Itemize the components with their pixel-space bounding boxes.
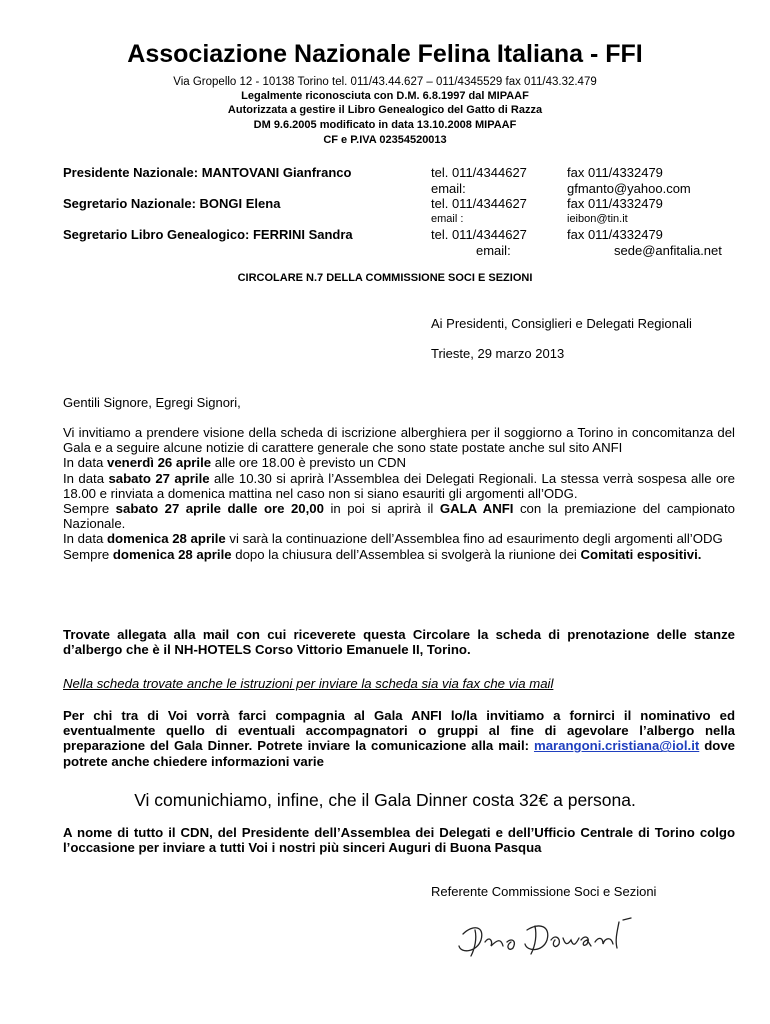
org-address: Via Gropello 12 - 10138 Torino tel. 011/43.44.627 – 011/4345529 fax 011/43.32.479 <box>173 76 597 88</box>
org-line-4: CF e P.IVA 02354520013 <box>323 134 447 146</box>
recipients: Ai Presidenti, Consiglieri e Delegati Regionali <box>431 316 692 331</box>
event-saturday-post: alle 10.30 si aprirà l’Assemblea dei Delegati Regionali. La stessa verrà sospesa alle ore 18.00 e rinviata a domenica mattina nel caso non si siano esauriti gli argomenti all’ODG. <box>63 470 736 501</box>
event-gala-post: con la premiazione del campionato Nazionale. <box>63 501 735 532</box>
contact-email-president[interactable]: gfmanto@yahoo.com <box>567 181 691 196</box>
event-committees-mid: dopo la chiusura dell’Assemblea si svolgerà la riunione dei <box>231 546 581 562</box>
gala-paragraph-post: dove potrete anche chiedere informazioni varie <box>63 738 735 769</box>
event-gala-date: sabato 27 aprile dalle ore 20,00 <box>115 501 324 517</box>
event-committees <box>63 547 735 562</box>
place-date: Trieste, 29 marzo 2013 <box>431 346 565 361</box>
event-saturday <box>63 471 735 501</box>
contact-email-link[interactable]: marangoni.cristiana@iol.it <box>533 738 700 754</box>
event-gala-mid: in poi si aprirà il <box>323 501 440 517</box>
event-committees-name: Comitati espositivi. <box>580 546 702 562</box>
contact-tel-secretary: tel. 011/4344627 <box>431 196 527 211</box>
event-committees-date: domenica 28 aprile <box>112 546 232 562</box>
org-line-3: DM 9.6.2005 modificato in data 13.10.2008 MIPAAF <box>253 119 517 131</box>
gala-paragraph-text: Per chi tra di Voi vorrà farci compagnia al Gala ANFI lo/la invitiamo a fornirci il nominativo ed eventualmente quello di eventuali accompagnatori o gruppi al fine di agevolare l’albergo nella preparazione del Gala Dinner. Potrete inviare la comunicazione alla mail: <box>63 708 735 754</box>
event-gala-name: GALA ANFI <box>439 501 514 517</box>
event-friday-date: venerdì 26 aprile <box>107 455 212 471</box>
contact-tel-registry: tel. 011/4344627 <box>431 227 527 242</box>
event-sunday-date: domenica 28 aprile <box>107 531 226 547</box>
event-committees-pre: Sempre <box>63 546 113 562</box>
event-sunday-post: vi sarà la continuazione dell’Assemblea fino ad esaurimento degli argomenti all’ODG <box>225 531 723 547</box>
gala-price-line: Vi comunichiamo, infine, che il Gala Dinner costa 32€ a persona. <box>134 790 636 810</box>
contact-fax-secretary: fax 011/4332479 <box>567 196 663 211</box>
org-line-2: Autorizzata a gestire il Libro Genealogico del Gatto di Razza <box>227 104 543 116</box>
intro-paragraph: Vi invitiamo a prendere visione della scheda di iscrizione alberghiera per il soggiorno a Torino in concomitanza del Gala e a seguire alcune notizie di carattere generale che sono state postate anche sul sito ANFI <box>63 425 735 456</box>
event-gala <box>63 501 735 531</box>
body-main <box>63 425 735 562</box>
event-gala-pre: Sempre <box>63 501 116 517</box>
signature-label: Referente Commissione Soci e Sezioni <box>431 884 657 899</box>
event-sunday <box>63 531 735 546</box>
event-sunday-pre: In data <box>63 531 107 547</box>
contact-role-president: Presidente Nazionale: MANTOVANI Gianfranco <box>63 165 352 180</box>
contact-email-label-secretary: email : <box>431 213 464 225</box>
hotel-paragraph: Trovate allegata alla mail con cui riceverete questa Circolare la scheda di prenotazione delle stanze d’albergo che è il NH-HOTELS Corso Vittorio Emanuele II, Torino. <box>63 627 735 658</box>
greeting: Gentili Signore, Egregi Signori, <box>63 395 241 410</box>
instructions-note: Nella scheda trovate anche le istruzioni per inviare la scheda sia via fax che via mail <box>63 676 554 691</box>
contact-role-registry: Segretario Libro Genealogico: FERRINI Sandra <box>63 227 353 242</box>
gala-paragraph <box>63 708 735 769</box>
closing-paragraph: A nome di tutto il CDN, del Presidente dell’Assemblea dei Delegati e dell’Ufficio Centrale di Torino colgo l’occasione per inviare a tutti Voi i nostri più sinceri Auguri di Buona Pasqua <box>63 825 735 856</box>
contact-email-registry[interactable]: sede@anfitalia.net <box>614 243 722 258</box>
contact-email-secretary[interactable]: ieibon@tin.it <box>567 213 628 225</box>
circular-title: CIRCOLARE N.7 DELLA COMMISSIONE SOCI E SEZIONI <box>237 272 533 284</box>
event-friday-post: alle ore 18.00 è previsto un CDN <box>211 455 407 471</box>
contact-tel-president: tel. 011/4344627 <box>431 165 527 180</box>
event-friday <box>63 455 735 470</box>
event-saturday-pre: In data <box>63 470 109 486</box>
event-saturday-date: sabato 27 aprile <box>108 470 210 486</box>
contact-email-label-president: email: <box>431 181 466 196</box>
contact-role-secretary: Segretario Nazionale: BONGI Elena <box>63 196 281 211</box>
org-line-1: Legalmente riconosciuta con D.M. 6.8.1997 dal MIPAAF <box>241 90 529 102</box>
contact-email-label-registry: email: <box>476 243 511 258</box>
contact-fax-president: fax 011/4332479 <box>567 165 663 180</box>
contact-fax-registry: fax 011/4332479 <box>567 227 663 242</box>
handwritten-signature <box>455 912 645 962</box>
org-title: Associazione Nazionale Felina Italiana - FFI <box>127 40 643 68</box>
event-friday-pre: In data <box>63 455 107 471</box>
